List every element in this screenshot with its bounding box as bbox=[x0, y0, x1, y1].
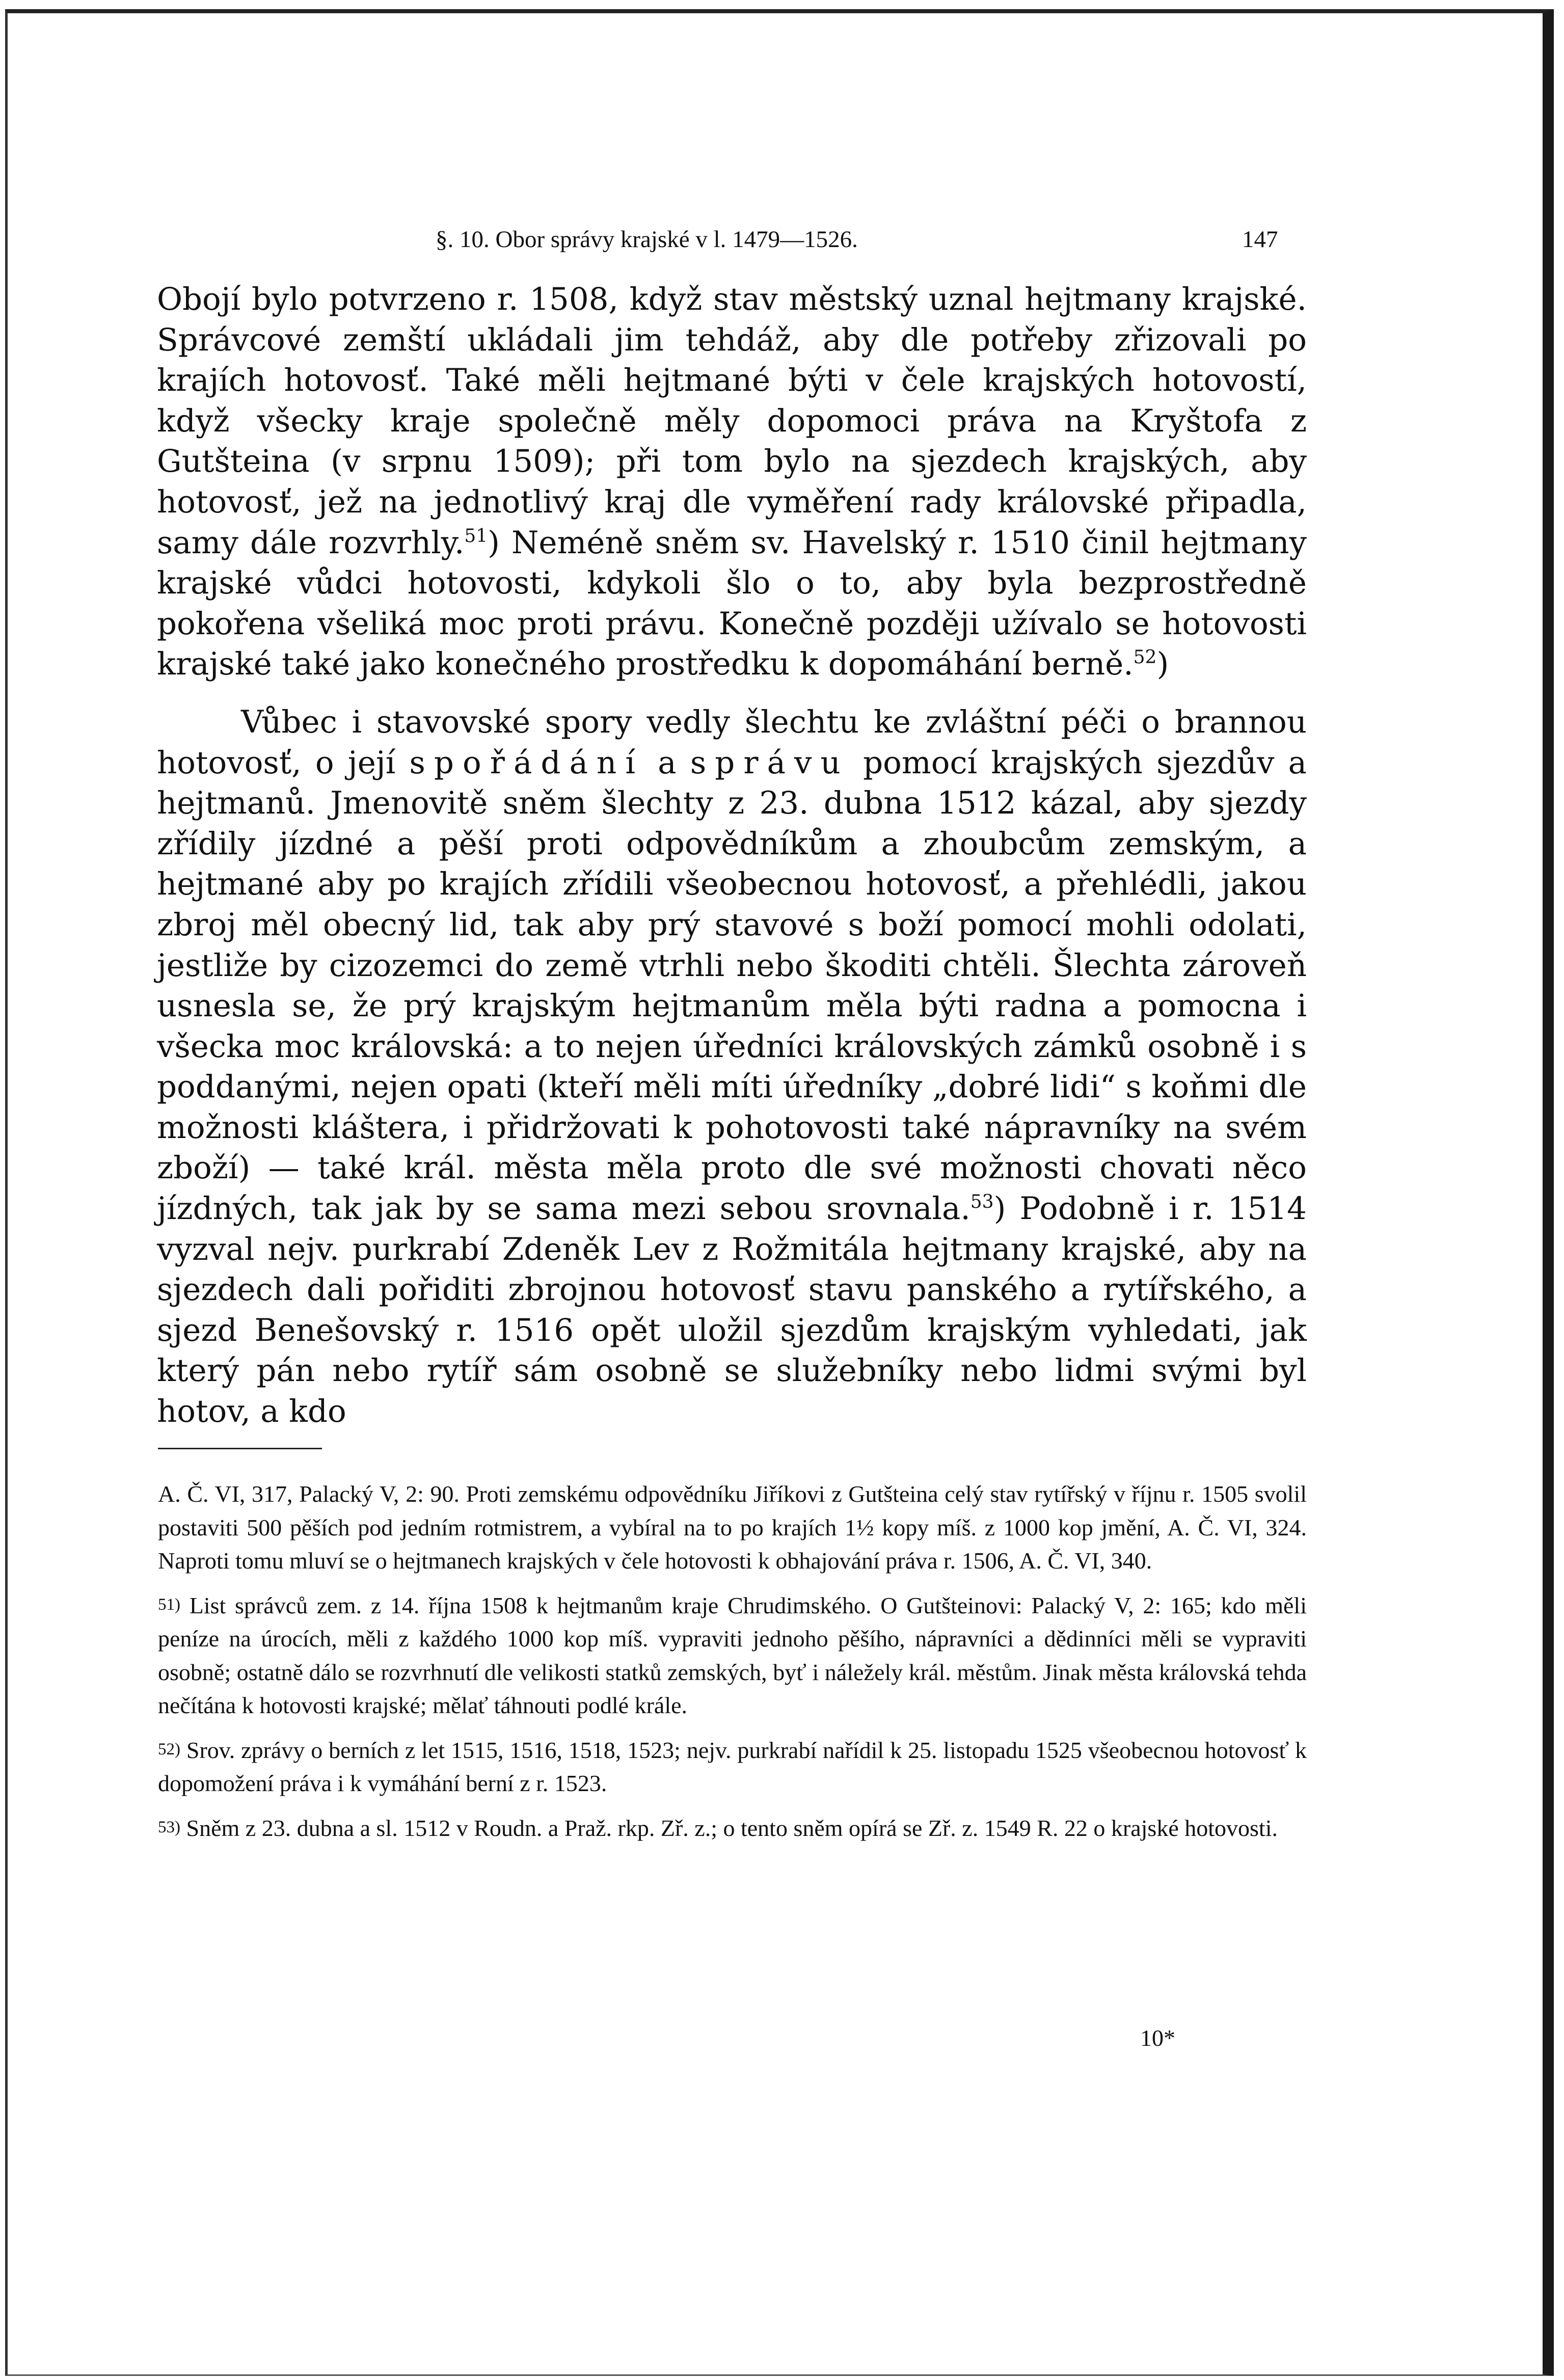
p1-text-b: ) Neméně sněm sv. Havelský r. 1510 činil hejtmany krajské vůdci hotovosti, kdykoli šlo o to, aby byla bezprostředně pokořena všeliká moc proti právu. Konečně později užívalo se hotovosti krajské také jako konečného prostředku k dopomáhání berně. bbox=[157, 524, 1307, 683]
footnote-53-text: Sněm z 23. dubna a sl. 1512 v Roudn. a Praž. rkp. Zř. z.; o tento sněm opírá se Zř. z. 1549 R. 22 o krajské hotovosti. bbox=[180, 1815, 1278, 1841]
p2-text-b: a bbox=[644, 744, 690, 781]
footnote-53 bbox=[158, 1811, 1307, 1845]
paragraph-1 bbox=[157, 279, 1307, 685]
footnote-ref-51: 51 bbox=[464, 525, 488, 547]
footnote-ref-53: 53 bbox=[970, 1192, 994, 1213]
p1-text-c: ) bbox=[1156, 646, 1169, 683]
p1-text-a: Obojí bylo potvrzeno r. 1508, když stav městský uznal hejtmany krajské. Správcové zemští ukládali jim tehdáž, aby dle potřeby zřizovali po krajích hotovosť. Také měli hejtmané býti v čele krajských hotovostí, když všecky kraje společně měly dopomoci práva na Kryštofa z Gutšteina (v srpnu 1509); při tom bylo na sjezdech krajských, aby hotovosť, jež na jednotlivý kraj dle vyměření rady královské připadla, samy dále rozvrhly. bbox=[157, 281, 1307, 561]
p2-text-d: ) Podobně i r. 1514 vyzval nejv. purkrabí Zdeněk Lev z Rožmitála hejtmany krajské, aby na sjezdech dali pořiditi zbrojnou hotovosť stavu panského a rytířského, a sjezd Benešovský r. 1516 opět uložil sjezdům krajským vyhledati, jak který pán nebo rytíř sám osobně se služebníky nebo lidmi svými byl hotov, a kdo bbox=[157, 1191, 1307, 1430]
footnote-rule bbox=[158, 1448, 322, 1449]
footnote-51-text: List správců zem. z 14. října 1508 k hejtmanům kraje Chrudimského. O Gutšteinovi: Palacký V, 2: 165; kdo měli peníze na úrocích, měli z každého 1000 kop míš. vypraviti jednoho pěšího, nápravníci a dědinníci měli se vypraviti osobně; ostatně dálo se rozvrhnutí dle velikosti statků zemských, byť i náležely král. městům. Jinak města královská tehda nečítána k hotovosti krajské; mělať táhnouti podlé krále. bbox=[158, 1592, 1307, 1718]
page-number: 147 bbox=[1242, 226, 1278, 253]
footnote-52 bbox=[158, 1734, 1307, 1800]
p2-text-a: Vůbec i stavovské spory vedly šlechtu ke zvláštní péči o brannou hotovosť, o její bbox=[157, 704, 1307, 781]
section-title: §. 10. Obor správy krajské v l. 1479—1526. bbox=[436, 226, 858, 253]
paragraph-2 bbox=[157, 702, 1307, 1432]
signature-mark: 10* bbox=[1140, 2025, 1175, 2051]
p2-text-c: pomocí krajských sjezdův a hejtmanů. Jmenovitě sněm šlechty z 23. dubna 1512 kázal, aby sjezdy zřídily jízdné a pěší proti odpovědníkům a zhoubcům zemským, a hejtmané aby po krajích zřídili všeobecnou hotovosť, a přehlédli, jakou zbroj měl obecný lid, tak aby prý stavové s boží pomocí mohli odolati, jestliže by cizozemci do země vtrhli nebo škoditi chtěli. Šlechta zároveň usnesla se, že prý krajským hejtmanům měla býti radna a pomocna i všecka moc královská: a to nejen úředníci královských zámků osobně i s poddanými, nejen opati (kteří měli míti úředníky „dobré lidi“ s koňmi dle možnosti kláštera, i přidržovati k pohotovosti také nápravníky na svém zboží) — také král. města měla proto dle své možnosti chovati něco jízdných, tak jak by se sama mezi sebou srovnala. bbox=[157, 744, 1307, 1227]
main-text bbox=[157, 279, 1307, 1432]
footnote-51 bbox=[158, 1589, 1307, 1722]
p2-spaced-word-1: spořádání bbox=[409, 744, 644, 781]
footnote-51-marker: 51) bbox=[158, 1595, 180, 1614]
footnote-52-marker: 52) bbox=[158, 1740, 180, 1759]
footnote-continued: A. Č. VI, 317, Palacký V, 2: 90. Proti zemskému odpovědníku Jiříkovi z Gutšteina celý stav rytířský v říjnu r. 1505 svolil postaviti 500 pěších pod jedním rotmistrem, a vybíral na to po krajích 1½ kopy míš. z 1000 kop jmění, A. Č. VI, 324. Naproti tomu mluví se o hejtmanech krajských v čele hotovosti k obhajování práva r. 1506, A. Č. VI, 340. bbox=[158, 1481, 1307, 1574]
footnote-ref-52: 52 bbox=[1133, 647, 1157, 668]
footnotes bbox=[158, 1477, 1307, 1845]
p2-spaced-word-2: správu bbox=[690, 744, 849, 781]
footnote-52-text: Srov. zprávy o berních z let 1515, 1516, 1518, 1523; nejv. purkrabí nařídil k 25. listopadu 1525 všeobecnou hotovosť k dopomožení práva i k vymáhání berní z r. 1523. bbox=[158, 1737, 1307, 1796]
footnote-53-marker: 53) bbox=[158, 1818, 180, 1836]
running-head bbox=[0, 223, 1564, 258]
